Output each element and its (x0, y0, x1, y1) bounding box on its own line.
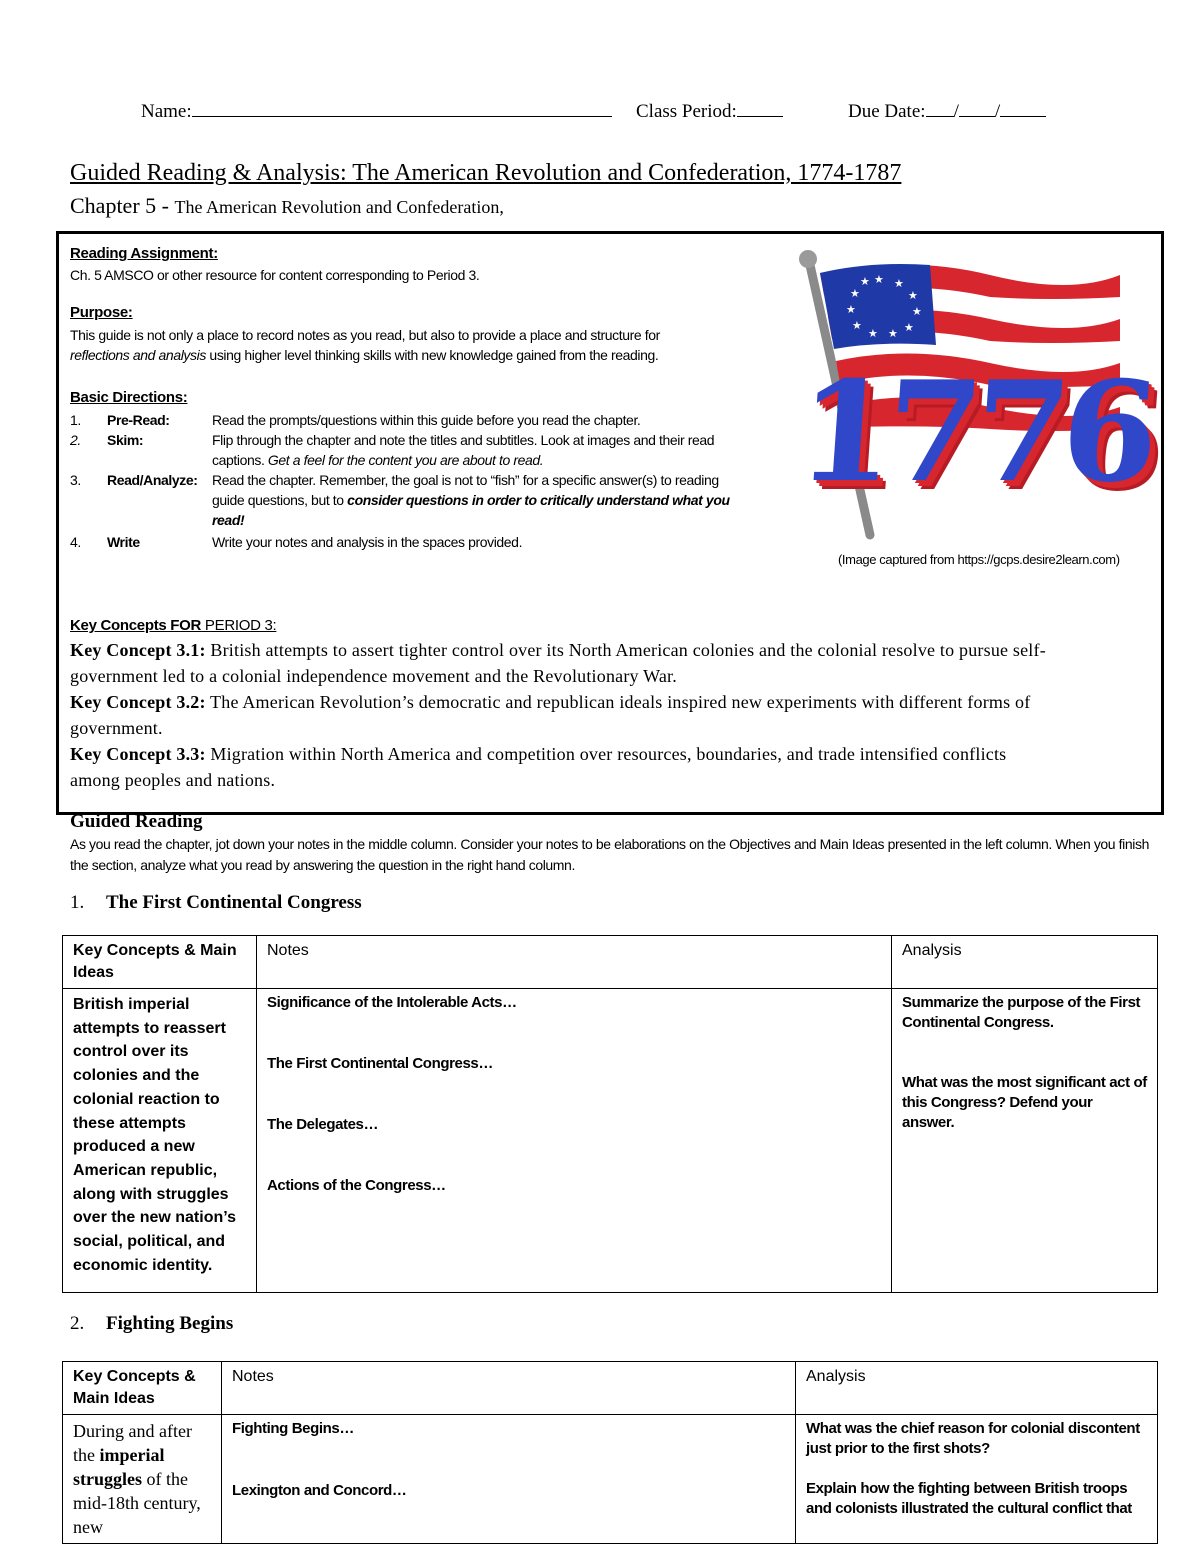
notes-cell[interactable] (257, 989, 892, 1293)
image-caption: (Image captured from https://gcps.desire2learn.com) (838, 552, 1120, 567)
chapter-label: Chapter 5 - (70, 193, 169, 218)
section-number: 1. (70, 892, 85, 913)
direction-text-bolditalic: consider questions in order to critically understand what you read! (212, 492, 730, 528)
key-concepts-heading-a: Key Concepts FOR (70, 617, 202, 634)
date-separator: / (994, 101, 1001, 122)
main-idea-text: of the mid-18th century, new (73, 1469, 201, 1537)
analysis-question: What was the chief reason for colonial discontent just prior to the first shots? (806, 1420, 1140, 1457)
direction-label: Pre-Read: (107, 412, 170, 428)
direction-label: Write (107, 534, 140, 550)
guided-reading-heading: Guided Reading (70, 811, 203, 832)
analysis-question: What was the most significant act of this Congress? Defend your answer. (902, 1074, 1147, 1131)
direction-item (0, 532, 760, 552)
table-header-row (63, 936, 1158, 989)
col-header-notes: Notes (222, 1362, 796, 1415)
col-header-analysis: Analysis (796, 1362, 1158, 1415)
key-concept-label: Key Concept 3.2: (70, 692, 206, 712)
due-date-label: Due Date: (848, 101, 926, 122)
class-period-label: Class Period: (636, 101, 737, 122)
analysis-question: Summarize the purpose of the First Continental Congress. (902, 994, 1141, 1031)
direction-item (0, 410, 760, 430)
section-heading (70, 892, 362, 914)
chapter-heading (70, 193, 504, 219)
page-title: Guided Reading & Analysis: The American Revolution and Confederation, 1774-1787 (70, 160, 902, 186)
direction-text (212, 470, 732, 530)
name-line (141, 100, 612, 123)
flag-1776-image (790, 245, 1156, 545)
svg-text:★: ★ (888, 327, 898, 340)
due-year-blank[interactable] (1000, 100, 1046, 117)
svg-text:★: ★ (904, 321, 914, 334)
direction-number: 3. (70, 472, 81, 488)
table-header-row (63, 1362, 1158, 1415)
table-row (63, 1415, 1158, 1544)
main-idea-cell: British imperial attempts to reassert control over its colonies and the colonial reaction to these attempts produced a new American republic, along with struggles over the new nation’s social, political, and economic identity. (63, 989, 257, 1293)
key-concept-label: Key Concept 3.3: (70, 744, 206, 764)
class-period-line (636, 100, 783, 123)
key-concept-item (70, 637, 1130, 689)
purpose-text-line1: This guide is not only a place to record notes as you read, but also to provide a place and structure for (70, 327, 660, 343)
due-date-line (848, 100, 1046, 123)
key-concepts-heading-b: PERIOD 3: (201, 617, 277, 634)
notes-prompt: Lexington and Concord… (232, 1482, 407, 1499)
directions-heading: Basic Directions: (70, 389, 188, 406)
direction-label: Skim: (107, 432, 144, 448)
key-concepts-heading (70, 617, 276, 634)
svg-text:★: ★ (860, 275, 870, 288)
svg-text:★: ★ (846, 303, 856, 316)
col-header-notes: Notes (257, 936, 892, 989)
purpose-italic: reflections and analysis (70, 347, 206, 363)
svg-text:★: ★ (908, 289, 918, 302)
class-period-blank[interactable] (737, 100, 783, 117)
direction-text-main: Flip through the chapter and note the titles and subtitles. Look at images and their read captions. (212, 432, 715, 468)
direction-number: 4. (70, 534, 81, 550)
guided-reading-text: As you read the chapter, jot down your notes in the middle column. Consider your notes to be elaborations on the Objectives and Main Ideas presented in the left column. When you finish the section, analyze what you read by answering the question in the right hand column. (70, 836, 1149, 873)
direction-item (0, 430, 760, 470)
section-title: The First Continental Congress (106, 892, 362, 913)
direction-text: Write your notes and analysis in the spaces provided. (212, 534, 523, 550)
section-title: Fighting Begins (106, 1313, 234, 1334)
section2-table (62, 1361, 1158, 1544)
reading-assignment-text: Ch. 5 AMSCO or other resource for content corresponding to Period 3. (70, 267, 480, 283)
svg-text:★: ★ (912, 305, 922, 318)
section1-table (62, 935, 1158, 1293)
name-blank[interactable] (192, 100, 612, 117)
key-concepts-list (70, 637, 1130, 793)
section-number: 2. (70, 1313, 85, 1334)
key-concept-text: Migration within North America and competition over resources, boundaries, and trade intensified conflicts among peoples and nations. (70, 744, 1007, 790)
notes-prompt: Actions of the Congress… (267, 1177, 446, 1194)
notes-cell[interactable] (222, 1415, 796, 1544)
notes-prompt: Fighting Begins… (232, 1420, 354, 1437)
key-concept-text: The American Revolution’s democratic and republican ideals inspired new experiments with different forms of government. (70, 692, 1031, 738)
direction-item (0, 470, 760, 530)
year-1776-text: 1776 (792, 350, 1156, 513)
col-header-key-concepts: Key Concepts & Main Ideas (63, 936, 257, 989)
direction-number: 1. (70, 412, 81, 428)
purpose-text-rest: using higher level thinking skills with new knowledge gained from the reading. (205, 347, 659, 363)
reading-assignment-heading: Reading Assignment: (70, 245, 218, 262)
main-idea-text: During and after the (73, 1421, 192, 1465)
date-separator: / (953, 101, 959, 122)
direction-number: 2. (70, 432, 81, 448)
col-header-key-concepts: Key Concepts & Main Ideas (63, 1362, 222, 1415)
direction-text-italic: Get a feel for the content you are about to read. (264, 452, 544, 468)
col-header-analysis: Analysis (892, 936, 1158, 989)
due-day-blank[interactable] (959, 100, 995, 117)
section-heading (70, 1313, 233, 1335)
chapter-subtitle: The American Revolution and Confederation, (174, 197, 504, 217)
direction-text (212, 430, 752, 470)
analysis-cell[interactable] (796, 1415, 1158, 1544)
due-month-blank[interactable] (926, 100, 954, 117)
key-concept-item (70, 741, 1030, 793)
purpose-text (70, 325, 770, 365)
svg-text:★: ★ (868, 327, 878, 340)
analysis-cell[interactable] (892, 989, 1158, 1293)
notes-prompt: The First Continental Congress… (267, 1055, 493, 1072)
key-concept-text: British attempts to assert tighter control over its North American colonies and the colonial resolve to pursue self-government led to a colonial independence movement and the Revolutionary War. (70, 640, 1046, 686)
key-concept-label: Key Concept 3.1: (70, 640, 206, 660)
name-label: Name: (141, 101, 192, 122)
direction-label: Read/Analyze: (107, 472, 198, 488)
direction-text-main: Read the chapter. Remember, the goal is not to “fish” for a specific answer(s) to reading guide questions, but to (212, 472, 719, 508)
main-idea-cell (63, 1415, 222, 1544)
direction-text: Read the prompts/questions within this guide before you read the chapter. (212, 412, 641, 428)
purpose-heading: Purpose: (70, 304, 133, 321)
svg-text:★: ★ (874, 273, 884, 286)
notes-prompt: Significance of the Intolerable Acts… (267, 994, 517, 1011)
analysis-question: Explain how the fighting between British troops and colonists illustrated the cultural conflict that (806, 1480, 1132, 1517)
table-row (63, 989, 1158, 1293)
svg-text:★: ★ (894, 277, 904, 290)
svg-text:★: ★ (852, 319, 862, 332)
svg-text:★: ★ (850, 287, 860, 300)
main-idea-bold: imperial struggles (73, 1445, 165, 1489)
key-concept-item (70, 689, 1060, 741)
flagpole-finial (799, 250, 817, 268)
notes-prompt: The Delegates… (267, 1116, 379, 1133)
